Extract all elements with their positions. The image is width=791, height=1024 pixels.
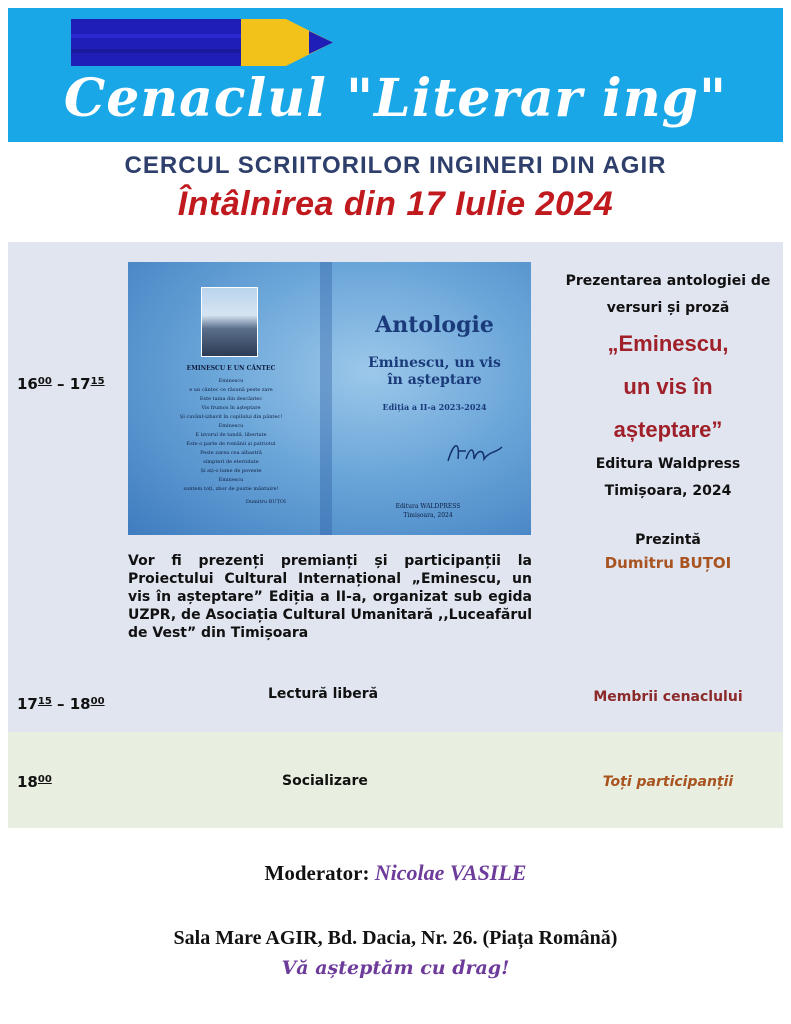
book-title-3: așteptare” bbox=[613, 417, 723, 442]
pencil-logo-icon bbox=[71, 19, 333, 66]
publisher-city-year: Timișoara, 2024 bbox=[604, 483, 732, 499]
participants-all: Toți participanții bbox=[602, 774, 734, 790]
book-title-2: un vis în bbox=[623, 374, 713, 399]
closing-invitation: Vă așteptăm cu drag! bbox=[281, 957, 510, 979]
book-title-1: „Eminescu, bbox=[607, 331, 729, 356]
moderator-name: Nicolae VASILE bbox=[374, 860, 527, 885]
time-slot-1: $16^{00} - 17^{15}$ bbox=[17, 375, 105, 393]
activity-free-reading: Lectură liberă bbox=[268, 686, 379, 702]
participants-members: Membrii cenaclului bbox=[593, 689, 743, 705]
publisher-name: Editura Waldpress bbox=[595, 456, 741, 472]
header-banner bbox=[8, 8, 783, 142]
moderator-label: Moderator: bbox=[264, 861, 375, 885]
presentation-intro-1: Prezentarea antologiei de bbox=[565, 273, 771, 289]
time-slot-3: $18^{00}$ bbox=[17, 773, 52, 791]
event-description: Vor fi prezenți premianți și participanții la Proiectului Cultural Internațional „Eminescu, un vis în așteptare” Ediția a II-a, organizat sub egida UZPR, de Asociația Cultural Umanitară ,,Luceafărul de Vest” din Timișoara bbox=[128, 553, 532, 641]
author-photo bbox=[201, 287, 258, 357]
presents-label: Prezintă bbox=[635, 532, 701, 548]
venue-address: Sala Mare AGIR, Bd. Dacia, Nr. 26. (Piața Română) bbox=[173, 927, 618, 949]
presenter-name: Dumitru BUȚOI bbox=[604, 554, 732, 572]
activity-socializing: Socializare bbox=[282, 773, 368, 789]
meeting-date-title: Întâlnirea din 17 Iulie 2024 bbox=[177, 185, 614, 223]
cover-subtitle: Eminescu, un vis în așteptare bbox=[368, 355, 501, 388]
cover-poem: EMINESCU E UN CÂNTEC Eminescu e un cântec ce răsună peste zare Este taina din descântec Vis frumos în așteptare Și cuvânt-izbavit în copilului din pântec! Eminescu E izvorul de tandă, libertate Este o parte de românii și patriotul Peste zarea cea albastră simpteri de eternitate Și ați-o lume de poveste Eminescu suntem toți, zbor de pustie mântuire! Dumitru BUȚOI bbox=[179, 365, 286, 505]
book-cover-image bbox=[128, 262, 531, 535]
presentation-intro-2: versuri și proză bbox=[606, 300, 730, 316]
presentation-info bbox=[552, 268, 784, 572]
circle-subtitle: CERCUL SCRIITORILOR INGINERI DIN AGIR bbox=[124, 152, 667, 179]
moderator-line bbox=[0, 860, 791, 886]
signature-icon bbox=[444, 437, 504, 467]
time-slot-2: $17^{15} - 18^{00}$ bbox=[17, 695, 105, 713]
book-spine bbox=[320, 262, 332, 535]
cover-publisher: Editura WALDPRESS Timișoara, 2024 bbox=[395, 503, 461, 519]
cover-title: Antologie bbox=[375, 312, 494, 338]
cenacle-title: Cenaclul "Literar ing" bbox=[63, 68, 728, 129]
cover-edition: Ediția a II-a 2023-2024 bbox=[382, 402, 487, 412]
